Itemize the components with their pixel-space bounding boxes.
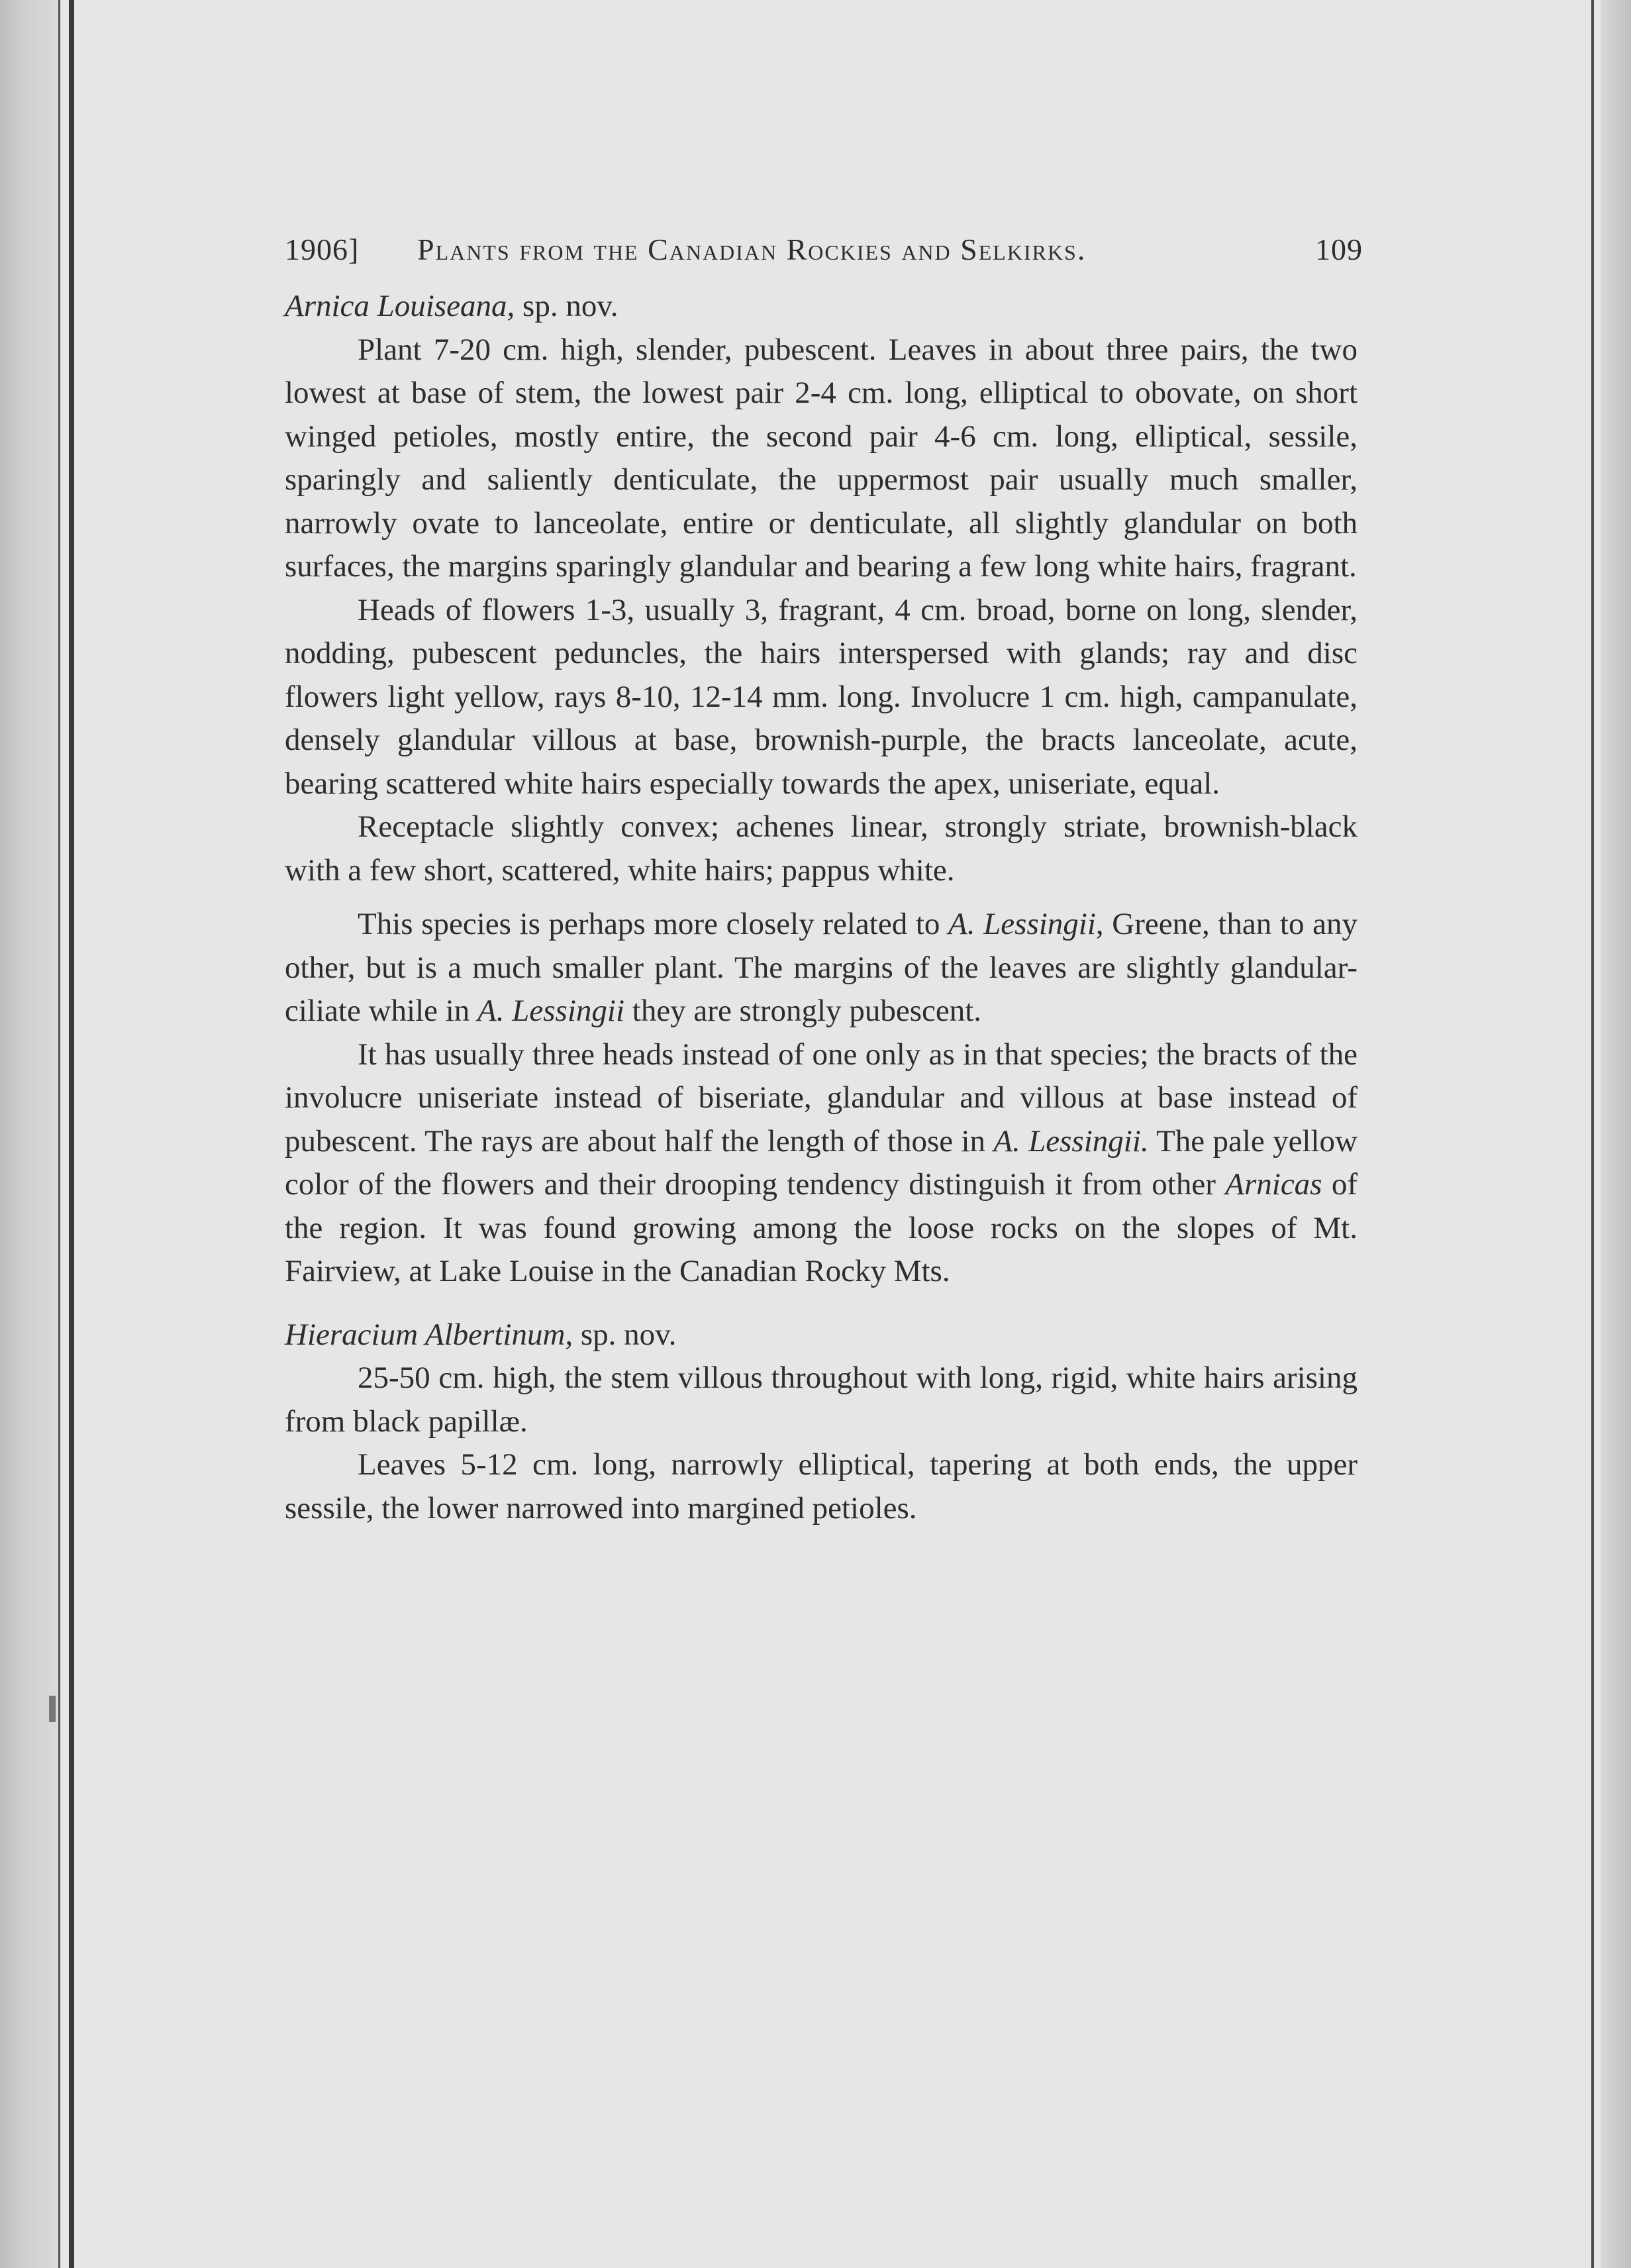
page-edge-right — [1591, 0, 1594, 2268]
binding-edge — [69, 0, 74, 2268]
text-run: The pale yellow color of the flowers and their drooping tendency distinguish it from other — [285, 1123, 1358, 1202]
species-name: Hieracium Albertinum, — [285, 1317, 573, 1352]
species-heading-arnica — [285, 285, 1358, 329]
species-heading-hieracium — [285, 1314, 1358, 1357]
page — [285, 232, 1363, 1530]
taxon-reference: Arnicas — [1225, 1167, 1322, 1202]
scan-right-margin — [1601, 0, 1631, 2268]
description-paragraph: 25-50 cm. high, the stem villous throughout with long, rigid, white hairs arising from black papillæ. — [285, 1361, 1358, 1439]
running-head-year: 1906] — [285, 232, 360, 266]
scan-left-margin — [0, 0, 61, 2268]
discussion-paragraph — [285, 1033, 1358, 1294]
text-run: This species is perhaps more closely related to — [358, 907, 949, 941]
description-paragraph: Plant 7-20 cm. high, slender, pubescent. Leaves in about three pairs, the two lowest at base of stem, the lowest pair 2-4 cm. long, elliptical to obovate, on short winged petioles, mostly entire, the second pair 4-6 cm. long, elliptical, sessile, sparingly and saliently denticulate, the uppermost pair usually much smaller, narrowly ovate to lanceolate, entire or denticulate, all slightly glandular on both surfaces, the margins sparingly glandular and bearing a few long white hairs, fragrant. — [285, 332, 1358, 584]
taxon-reference: A. Lessingii — [477, 994, 625, 1028]
running-head — [285, 232, 1363, 285]
species-status: sp. nov. — [573, 1317, 677, 1352]
scan-mark — [49, 1696, 56, 1722]
description-paragraph: Receptacle slightly convex; achenes linear, strongly striate, brownish-black with a few short, scattered, white hairs; pappus white. — [285, 809, 1358, 888]
text-run: they are strongly pubescent. — [624, 994, 982, 1028]
article-body — [285, 285, 1358, 1530]
text-run: It has usually three heads instead of one only as in that species; the bracts of the involucre uniseriate instead of biseriate, glandular and villous at base instead of pubescent. The rays are about half the length of those in — [285, 1037, 1358, 1159]
page-number: 109 — [1315, 232, 1363, 266]
binding-shadow — [58, 0, 60, 2268]
text-run: , Greene, than to any other, but is a much smaller plant. The margins of the leaves are slightly glandular-ciliate while in — [285, 907, 1358, 1028]
description-paragraph: Heads of flowers 1-3, usually 3, fragrant, 4 cm. broad, borne on long, slender, nodding, pubescent peduncles, the hairs interspersed with glands; ray and disc flowers light yellow, rays 8-10, 12-14 mm. long. Involucre 1 cm. high, campanulate, densely glandular villous at base, brownish-purple, the bracts lanceolate, acute, bearing scattered white hairs especially towards the apex, uniseriate, equal. — [285, 592, 1358, 801]
species-status: sp. nov. — [515, 289, 618, 323]
discussion-paragraph — [285, 903, 1358, 1033]
species-name: Arnica Louiseana, — [285, 289, 515, 323]
taxon-reference: A. Lessingii — [948, 907, 1096, 941]
text-run: of the region. It was found growing among the loose rocks on the slopes of Mt. Fairview, at Lake Louise in the Canadian Rocky Mts. — [285, 1167, 1358, 1288]
running-head-title: Plants from the Canadian Rockies and Selkirks. — [417, 232, 1087, 266]
description-paragraph: Leaves 5-12 cm. long, narrowly elliptical, tapering at both ends, the upper sessile, the lower narrowed into margined petioles. — [285, 1447, 1358, 1525]
taxon-reference: A. Lessingii. — [993, 1123, 1149, 1159]
